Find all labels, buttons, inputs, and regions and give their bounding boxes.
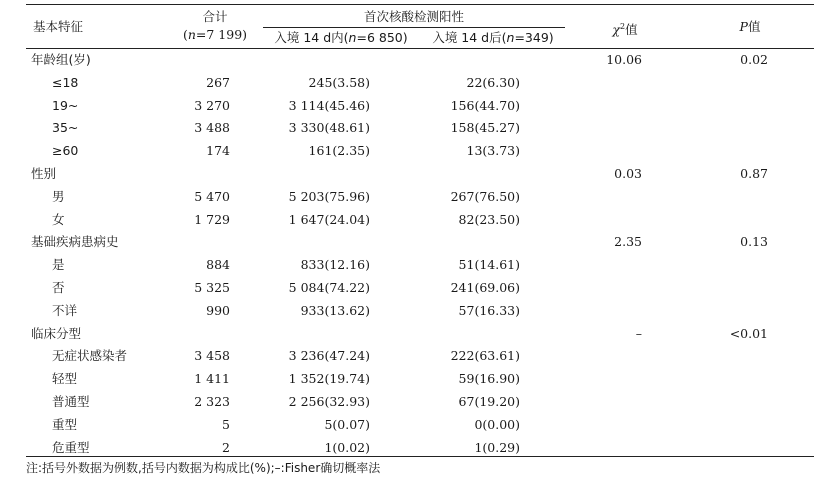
cell-total: 2 bbox=[222, 440, 230, 455]
cell-within: 3 114(45.46) bbox=[288, 98, 370, 113]
cell-chi: – bbox=[635, 326, 642, 341]
row-label: 男 bbox=[52, 189, 65, 204]
row-label: 19~ bbox=[52, 98, 79, 113]
row-label: ≤18 bbox=[52, 75, 79, 90]
top-rule bbox=[26, 4, 814, 5]
cell-total: 1 411 bbox=[194, 371, 230, 386]
row-label: 是 bbox=[52, 257, 65, 272]
cell-p: 0.02 bbox=[740, 52, 768, 67]
bottom-rule bbox=[26, 456, 814, 457]
cell-total: 990 bbox=[206, 303, 230, 318]
group-label: 年龄组(岁) bbox=[31, 52, 91, 67]
cell-total: 2 323 bbox=[194, 394, 230, 409]
cell-after: 57(16.33) bbox=[458, 303, 520, 318]
header-chi: $\chi^2$值 bbox=[612, 22, 638, 38]
header-after14: 入境 14 d后(n=349) bbox=[432, 30, 554, 45]
cell-within: 161(2.35) bbox=[308, 143, 370, 158]
cell-total: 884 bbox=[206, 257, 230, 272]
header-bottom-rule bbox=[26, 48, 814, 49]
cell-p: <0.01 bbox=[729, 326, 768, 341]
row-label: 普通型 bbox=[52, 394, 90, 409]
cell-after: 51(14.61) bbox=[458, 257, 520, 272]
cell-after: 0(0.00) bbox=[474, 417, 520, 432]
cell-after: 222(63.61) bbox=[450, 348, 520, 363]
cell-after: 67(19.20) bbox=[458, 394, 520, 409]
cell-after: 241(69.06) bbox=[450, 280, 520, 295]
row-label: 重型 bbox=[52, 417, 78, 432]
row-label: 无症状感染者 bbox=[52, 348, 128, 363]
cell-within: 5 084(74.22) bbox=[288, 280, 370, 295]
cell-total: 3 458 bbox=[194, 348, 230, 363]
table-note: 注:括号外数据为例数,括号内数据为构成比(%);–:Fisher确切概率法 bbox=[26, 461, 381, 475]
row-label: 否 bbox=[52, 280, 65, 295]
header-total-n: (n=7 199) bbox=[182, 27, 248, 42]
row-label: 危重型 bbox=[52, 440, 90, 455]
cell-chi: 0.03 bbox=[614, 166, 642, 181]
cell-within: 5 203(75.96) bbox=[288, 189, 370, 204]
cell-total: 5 325 bbox=[194, 280, 230, 295]
cell-total: 1 729 bbox=[194, 212, 230, 227]
header-first-test: 首次核酸检测阳性 bbox=[363, 9, 464, 24]
row-label: 女 bbox=[52, 212, 65, 227]
row-label: 轻型 bbox=[52, 371, 78, 386]
cell-within: 1 352(19.74) bbox=[288, 371, 370, 386]
cell-chi: 10.06 bbox=[606, 52, 642, 67]
cell-after: 59(16.90) bbox=[458, 371, 520, 386]
cell-total: 267 bbox=[206, 75, 230, 90]
cell-within: 1 647(24.04) bbox=[288, 212, 370, 227]
cell-after: 1(0.29) bbox=[474, 440, 520, 455]
cell-after: 158(45.27) bbox=[450, 120, 520, 135]
cell-p: 0.13 bbox=[740, 234, 768, 249]
cell-after: 22(6.30) bbox=[466, 75, 520, 90]
header-within14: 入境 14 d内(n=6 850) bbox=[274, 30, 408, 45]
row-label: 不详 bbox=[52, 303, 78, 318]
header-total: 合计 bbox=[202, 9, 228, 24]
cell-within: 3 236(47.24) bbox=[288, 348, 370, 363]
cell-total: 3 488 bbox=[194, 120, 230, 135]
cell-within: 1(0.02) bbox=[324, 440, 370, 455]
group-label: 基础疾病患病史 bbox=[31, 234, 119, 249]
cell-within: 245(3.58) bbox=[308, 75, 370, 90]
cell-after: 267(76.50) bbox=[450, 189, 520, 204]
cell-within: 5(0.07) bbox=[324, 417, 370, 432]
cell-total: 174 bbox=[206, 143, 230, 158]
cell-p: 0.87 bbox=[740, 166, 768, 181]
cell-total: 5 bbox=[222, 417, 230, 432]
subheader-rule bbox=[263, 27, 565, 28]
row-label: ≥60 bbox=[52, 143, 79, 158]
group-label: 临床分型 bbox=[31, 326, 82, 341]
cell-total: 3 270 bbox=[194, 98, 230, 113]
cell-within: 3 330(48.61) bbox=[288, 120, 370, 135]
cell-within: 2 256(32.93) bbox=[288, 394, 370, 409]
cell-after: 13(3.73) bbox=[466, 143, 520, 158]
cell-after: 82(23.50) bbox=[458, 212, 520, 227]
cell-within: 833(12.16) bbox=[300, 257, 370, 272]
header-p: P值 bbox=[739, 19, 761, 34]
group-label: 性别 bbox=[31, 166, 57, 181]
row-label: 35~ bbox=[52, 120, 79, 135]
cell-within: 933(13.62) bbox=[300, 303, 370, 318]
cell-total: 5 470 bbox=[194, 189, 230, 204]
cell-chi: 2.35 bbox=[614, 234, 642, 249]
header-feature: 基本特征 bbox=[33, 19, 84, 34]
cell-after: 156(44.70) bbox=[450, 98, 520, 113]
